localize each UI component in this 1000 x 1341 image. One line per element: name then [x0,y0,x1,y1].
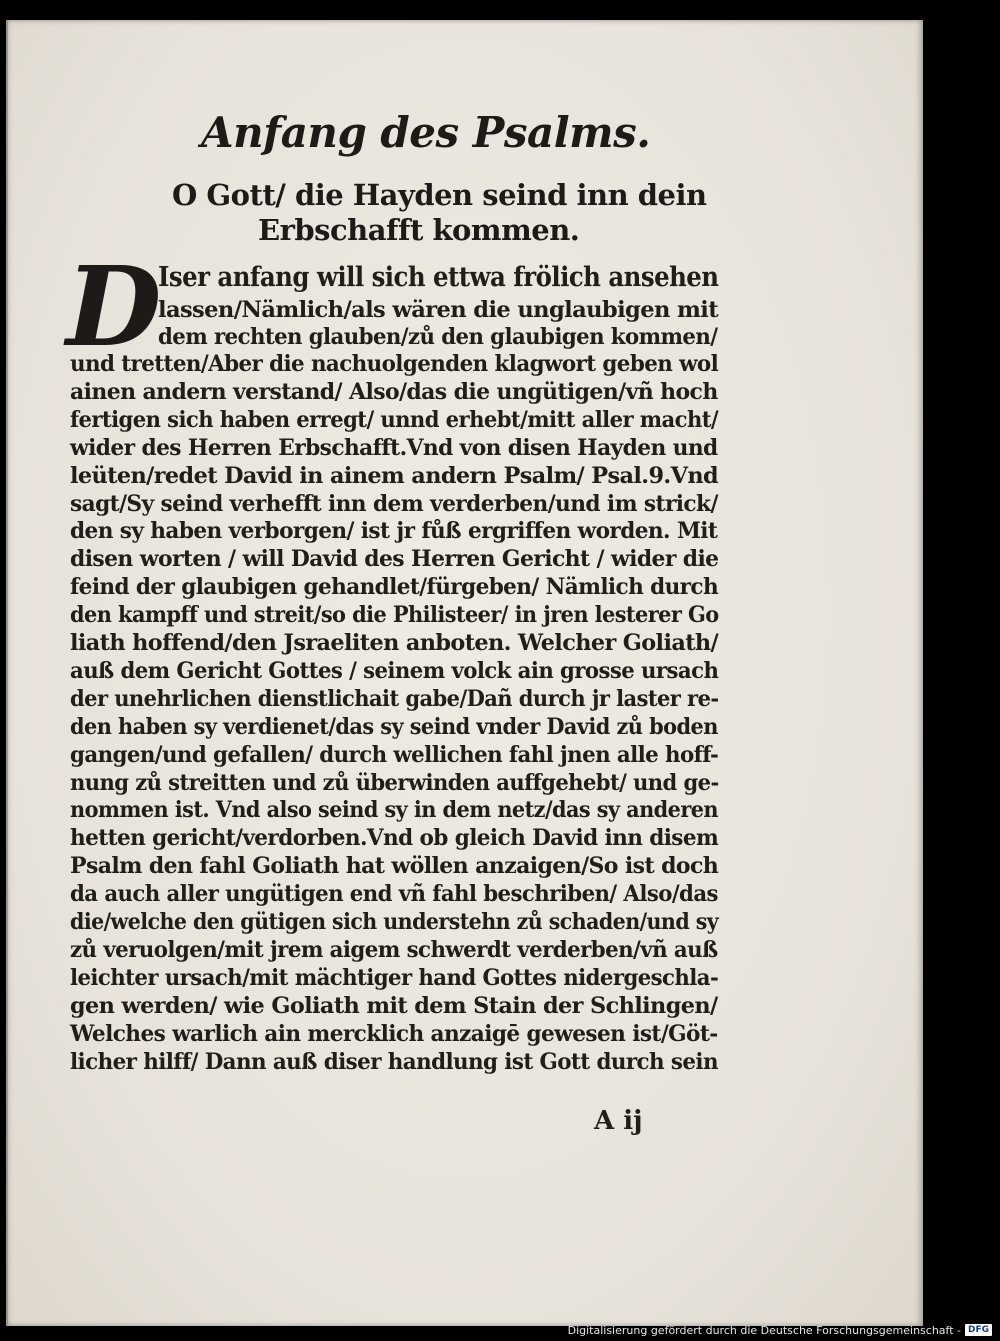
text-line: auß dem Gericht Gottes / seinem volck ain grosse ursach [70,657,719,684]
text-line: zů veruolgen/mit jrem aigem schwerdt verderben/vñ auß [70,936,718,963]
text-line: dem rechten glauben/zů den glaubigen kommen/ [158,324,718,350]
subtitle-line: O Gott/ die Hayden seind inn dein [172,178,707,212]
text-line: den haben sy verdienet/das sy seind vnder David zů boden [70,713,718,740]
dfg-logo: DFG [965,1324,992,1336]
text-line: und tretten/Aber die nachuolgenden klagwort geben wol [70,351,719,377]
text-line: wider des Herren Erbschafft.Vnd von disen Hayden und [70,434,718,461]
page-title: Anfang des Psalms. [201,108,651,157]
text-line: leichter ursach/mit mächtiger hand Gottes nidergeschla- [70,964,719,991]
text-line: den sy haben verborgen/ ist jr fůß ergriffen worden. Mit [70,518,718,545]
text-line: leüten/redet David in ainem andern Psalm/ Psal.9.Vnd [70,462,719,489]
decorated-initial: D [66,242,162,371]
text-line: hetten gericht/verdorben.Vnd ob gleich David inn disem [70,825,719,852]
text-line: nung zů streitten und zů überwinden auffgehebt/ und ge- [70,769,719,796]
text-line: licher hilff/ Dann auß diser handlung ist Gott durch sein [70,1048,718,1075]
text-line: gen werden/ wie Goliath mit dem Stain der Schlingen/ [70,992,718,1019]
signature-mark: A ij [594,1106,643,1136]
text-line: die/welche den gütigen sich understehn zů schaden/und sy [70,909,719,935]
text-line: nommen ist. Vnd also seind sy in dem netz/das sy anderen [70,797,719,824]
text-line: fertigen sich haben erregt/ unnd erhebt/mitt aller macht/ [70,406,719,433]
text-line: sagt/Sy seind verhefft inn dem verderben/und im strick/ [70,490,718,517]
text-line: den kampff und streit/so die Philisteer/ in jren lesterer Go [70,602,719,629]
text-line: Psalm den fahl Goliath hat wöllen anzaigen/So ist doch [70,853,719,880]
text-line: disen worten / will David des Herren Gericht / wider die [70,546,719,573]
text-line: liath hoffend/den Jsraeliten anboten. Welcher Goliath/ [70,630,719,656]
text-line: Iser anfang will sich ettwa frölich ansehen [158,262,719,293]
book-page [6,20,923,1326]
text-line: Welches warlich ain mercklich anzaigē gewesen ist/Göt- [70,1020,718,1047]
page-gutter [6,20,8,1326]
footer-text: Digitalisierung gefördert durch die Deutsche Forschungsgemeinschaft - [567,1323,961,1337]
text-line: da auch aller ungütigen end vñ fahl beschriben/ Also/das [70,881,718,908]
text-line: feind der glaubigen gehandlet/fürgeben/ Nämlich durch [70,574,719,601]
page-text-block [6,20,923,1326]
subtitle-line: Erbschafft kommen. [258,213,580,247]
digitization-footer [568,1323,992,1337]
text-line: lassen/Nämlich/als wären die unglaubigen mit [158,297,719,323]
text-line: gangen/und gefallen/ durch wellichen fahl jnen alle hoff- [70,741,719,768]
text-line: ainen andern verstand/ Also/das die ungütigen/vñ hoch [70,378,718,405]
text-line: der unehrlichen dienstlichait gabe/Dañ durch jr laster re- [70,685,719,712]
